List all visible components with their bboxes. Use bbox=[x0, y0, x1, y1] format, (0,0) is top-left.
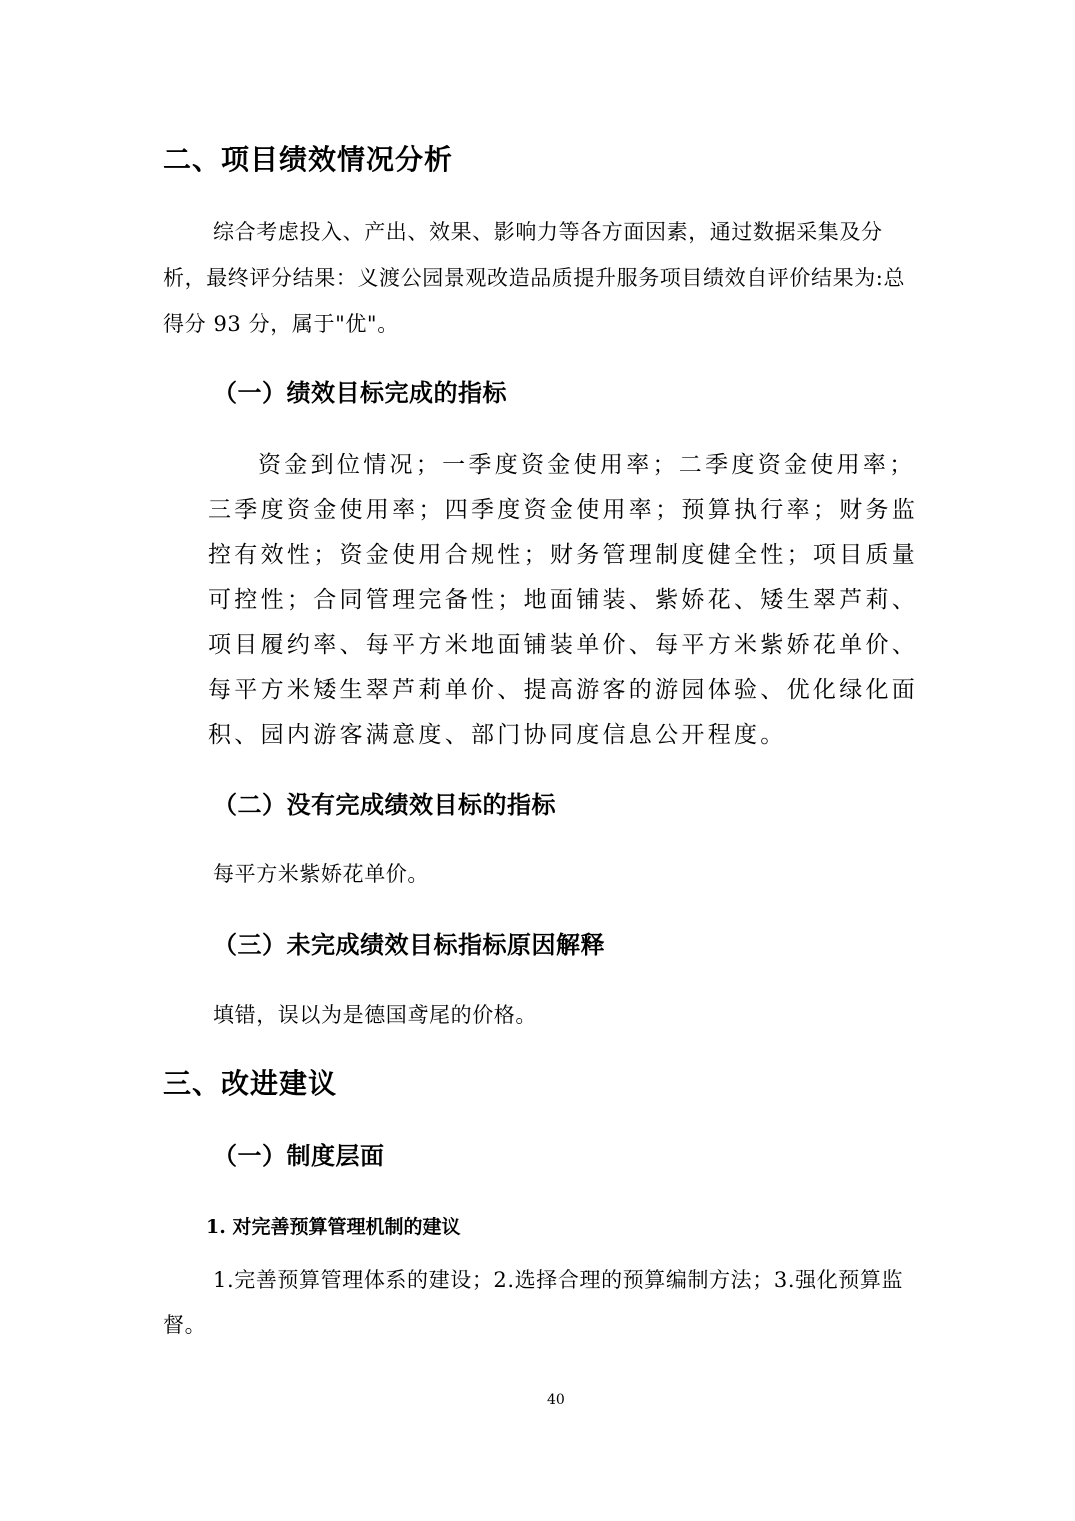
completed-line-3: 控有效性；资金使用合规性；财务管理制度健全性；项目质量 bbox=[208, 542, 919, 568]
completed-line-6: 每平方米矮生翠芦莉单价、提高游客的游园体验、优化绿化面 bbox=[208, 677, 919, 703]
subsection-3-1-title: （一）制度层面 bbox=[213, 1142, 385, 1170]
reason-text: 填错，误以为是德国鸢尾的价格。 bbox=[213, 1003, 537, 1027]
subsection-2-2-title: （二）没有完成绩效目标的指标 bbox=[213, 791, 556, 819]
completed-line-5: 项目履约率、每平方米地面铺装单价、每平方米紫娇花单价、 bbox=[208, 632, 919, 658]
section-3-title: 三、改进建议 bbox=[163, 1067, 338, 1100]
section-2-title: 二、项目绩效情况分析 bbox=[163, 143, 454, 176]
suggestion-line-2: 督。 bbox=[163, 1313, 207, 1337]
suggestion-line-1: 1.完善预算管理体系的建设；2.选择合理的预算编制方法；3.强化预算监 bbox=[213, 1268, 904, 1292]
completed-line-7: 积、园内游客满意度、部门协同度信息公开程度。 bbox=[208, 722, 787, 748]
intro-line-3: 得分 93 分，属于"优"。 bbox=[163, 312, 399, 336]
completed-line-1: 资金到位情况；一季度资金使用率；二季度资金使用率； bbox=[258, 452, 916, 478]
page-number: 40 bbox=[547, 1392, 565, 1408]
item-heading: 1. 对完善预算管理机制的建议 bbox=[206, 1216, 461, 1238]
intro-line-1: 综合考虑投入、产出、效果、影响力等各方面因素，通过数据采集及分 bbox=[213, 220, 883, 244]
subsection-2-3-title: （三）未完成绩效目标指标原因解释 bbox=[213, 931, 605, 959]
subsection-2-1-title: （一）绩效目标完成的指标 bbox=[213, 379, 507, 407]
completed-line-4: 可控性；合同管理完备性；地面铺装、紫娇花、矮生翠芦莉、 bbox=[208, 587, 919, 613]
completed-line-2: 三季度资金使用率；四季度资金使用率；预算执行率；财务监 bbox=[208, 497, 919, 523]
incomplete-indicators-text: 每平方米紫娇花单价。 bbox=[213, 862, 429, 886]
intro-line-2: 析，最终评分结果：义渡公园景观改造品质提升服务项目绩效自评价结果为:总 bbox=[163, 266, 906, 290]
